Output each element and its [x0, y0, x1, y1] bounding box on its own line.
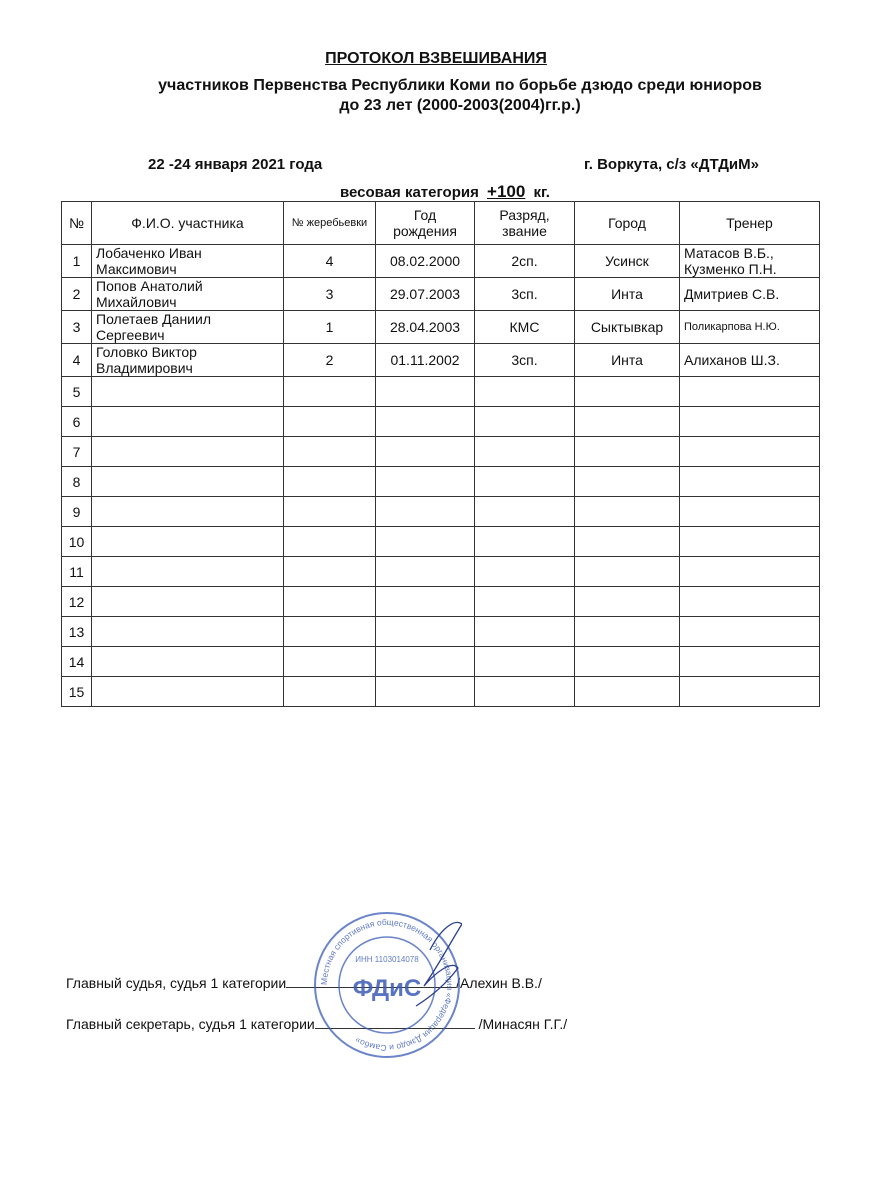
- table-row: [62, 278, 820, 311]
- stamp-ring-text: Местная спортивная общественная организация «Федерация Дзюдо и Самбо»: [318, 916, 456, 1054]
- table-row: [62, 587, 820, 617]
- cell-city: [575, 557, 680, 587]
- cell-city: [575, 587, 680, 617]
- column-header-draw: № жеребьевки: [284, 202, 376, 245]
- cell-rank: 2сп.: [475, 245, 575, 278]
- cell-coach: [680, 527, 820, 557]
- cell-city: [575, 617, 680, 647]
- cell-rank: 3сп.: [475, 278, 575, 311]
- cell-birth-date: [376, 527, 475, 557]
- stamp-center-text: ФДиС: [352, 975, 422, 1002]
- cell-birth-date: [376, 617, 475, 647]
- cell-draw-number: [284, 407, 376, 437]
- cell-city: [575, 437, 680, 467]
- judge-label: Главный судья, судья 1 категории: [66, 975, 287, 991]
- cell-city: Сыктывкар: [575, 311, 680, 344]
- table-row: [62, 527, 820, 557]
- cell-rank: [475, 467, 575, 497]
- cell-participant-name: [92, 527, 284, 557]
- cell-coach: [680, 587, 820, 617]
- cell-number: 2: [62, 278, 92, 311]
- cell-coach: [680, 557, 820, 587]
- cell-coach: Алиханов Ш.З.: [680, 344, 820, 377]
- weight-category-label: весовая категория: [340, 184, 479, 201]
- cell-city: [575, 647, 680, 677]
- cell-rank: [475, 677, 575, 707]
- cell-participant-name: [92, 557, 284, 587]
- cell-participant-name: [92, 437, 284, 467]
- cell-birth-date: [376, 437, 475, 467]
- organization-stamp: [312, 910, 462, 1060]
- column-header-birth-year: Год рождения: [376, 202, 475, 245]
- cell-draw-number: [284, 467, 376, 497]
- cell-number: 15: [62, 677, 92, 707]
- cell-participant-name: [92, 377, 284, 407]
- cell-rank: [475, 587, 575, 617]
- cell-rank: [475, 647, 575, 677]
- table-row: [62, 311, 820, 344]
- event-date: 22 -24 января 2021 года: [148, 156, 323, 173]
- cell-rank: КМС: [475, 311, 575, 344]
- column-header-number: №: [62, 202, 92, 245]
- cell-birth-date: [376, 677, 475, 707]
- cell-coach: [680, 467, 820, 497]
- cell-number: 8: [62, 467, 92, 497]
- table-row: [62, 344, 820, 377]
- cell-number: 6: [62, 407, 92, 437]
- cell-rank: 3сп.: [475, 344, 575, 377]
- cell-participant-name: [92, 677, 284, 707]
- table-row: [62, 377, 820, 407]
- cell-birth-date: [376, 647, 475, 677]
- cell-birth-date: 28.04.2003: [376, 311, 475, 344]
- cell-coach: [680, 407, 820, 437]
- cell-participant-name: Лобаченко Иван Максимович: [92, 245, 284, 278]
- cell-coach: [680, 377, 820, 407]
- weight-category-unit: кг.: [533, 184, 550, 201]
- table-row: [62, 677, 820, 707]
- weight-category: [340, 182, 550, 202]
- cell-rank: [475, 617, 575, 647]
- cell-participant-name: [92, 467, 284, 497]
- column-header-coach: Тренер: [680, 202, 820, 245]
- cell-draw-number: [284, 617, 376, 647]
- cell-participant-name: Головко Виктор Владимирович: [92, 344, 284, 377]
- cell-birth-date: [376, 467, 475, 497]
- cell-number: 3: [62, 311, 92, 344]
- column-header-name: Ф.И.О. участника: [92, 202, 284, 245]
- cell-number: 10: [62, 527, 92, 557]
- secretary-name: /Минасян Г.Г./: [478, 1016, 568, 1032]
- stamp-inn-text: ИНН 1103014078: [355, 955, 419, 964]
- cell-birth-date: 01.11.2002: [376, 344, 475, 377]
- cell-participant-name: [92, 587, 284, 617]
- cell-participant-name: Попов Анатолий Михайлович: [92, 278, 284, 311]
- cell-city: [575, 467, 680, 497]
- cell-participant-name: [92, 497, 284, 527]
- table-body: [62, 245, 820, 707]
- cell-coach: [680, 497, 820, 527]
- table-row: [62, 437, 820, 467]
- cell-coach: [680, 677, 820, 707]
- cell-city: [575, 377, 680, 407]
- cell-draw-number: [284, 677, 376, 707]
- secretary-label: Главный секретарь, судья 1 категории: [66, 1016, 315, 1032]
- cell-coach: [680, 617, 820, 647]
- cell-number: 11: [62, 557, 92, 587]
- event-place: г. Воркута, с/з «ДТДиМ»: [584, 156, 759, 173]
- cell-draw-number: [284, 557, 376, 587]
- cell-coach: Матасов В.Б., Кузменко П.Н.: [680, 245, 820, 278]
- table-row: [62, 245, 820, 278]
- cell-draw-number: 3: [284, 278, 376, 311]
- subtitle-line-1: участников Первенства Республики Коми по борьбе дзюдо среди юниоров: [158, 77, 762, 94]
- cell-birth-date: 08.02.2000: [376, 245, 475, 278]
- table-row: [62, 647, 820, 677]
- table-row: [62, 617, 820, 647]
- cell-participant-name: [92, 647, 284, 677]
- cell-coach: [680, 437, 820, 467]
- cell-number: 1: [62, 245, 92, 278]
- cell-birth-date: [376, 557, 475, 587]
- document-title: ПРОТОКОЛ ВЗВЕШИВАНИЯ: [325, 50, 547, 67]
- table-row: [62, 467, 820, 497]
- cell-number: 13: [62, 617, 92, 647]
- cell-rank: [475, 377, 575, 407]
- cell-birth-date: [376, 587, 475, 617]
- table-row: [62, 497, 820, 527]
- cell-coach: Дмитриев С.В.: [680, 278, 820, 311]
- cell-draw-number: 4: [284, 245, 376, 278]
- cell-draw-number: [284, 527, 376, 557]
- cell-city: Инта: [575, 278, 680, 311]
- cell-draw-number: 1: [284, 311, 376, 344]
- cell-draw-number: [284, 587, 376, 617]
- cell-birth-date: [376, 377, 475, 407]
- document-subtitle: [0, 76, 872, 116]
- cell-number: 4: [62, 344, 92, 377]
- cell-participant-name: Полетаев Даниил Сергеевич: [92, 311, 284, 344]
- cell-draw-number: [284, 647, 376, 677]
- cell-coach: Поликарпова Н.Ю.: [680, 311, 820, 344]
- cell-draw-number: [284, 377, 376, 407]
- cell-city: [575, 407, 680, 437]
- cell-city: [575, 677, 680, 707]
- cell-rank: [475, 497, 575, 527]
- cell-participant-name: [92, 407, 284, 437]
- judge-signature-line: [66, 975, 542, 991]
- cell-birth-date: [376, 407, 475, 437]
- cell-rank: [475, 527, 575, 557]
- table-row: [62, 557, 820, 587]
- cell-number: 14: [62, 647, 92, 677]
- cell-number: 9: [62, 497, 92, 527]
- column-header-rank: Разряд, звание: [475, 202, 575, 245]
- cell-number: 12: [62, 587, 92, 617]
- cell-number: 7: [62, 437, 92, 467]
- table-row: [62, 407, 820, 437]
- cell-city: [575, 497, 680, 527]
- cell-rank: [475, 557, 575, 587]
- weight-category-value: +100: [487, 182, 526, 201]
- cell-draw-number: [284, 497, 376, 527]
- weighing-table: [61, 201, 820, 707]
- cell-city: Инта: [575, 344, 680, 377]
- table-header-row: [62, 202, 820, 245]
- cell-rank: [475, 407, 575, 437]
- cell-city: [575, 527, 680, 557]
- cell-rank: [475, 437, 575, 467]
- cell-birth-date: 29.07.2003: [376, 278, 475, 311]
- cell-birth-date: [376, 497, 475, 527]
- cell-coach: [680, 647, 820, 677]
- cell-number: 5: [62, 377, 92, 407]
- subtitle-line-2: до 23 лет (2000-2003(2004)гг.р.): [339, 97, 581, 114]
- cell-draw-number: [284, 437, 376, 467]
- cell-city: Усинск: [575, 245, 680, 278]
- judge-name: /Алехин В.В./: [456, 975, 542, 991]
- cell-draw-number: 2: [284, 344, 376, 377]
- column-header-city: Город: [575, 202, 680, 245]
- cell-participant-name: [92, 617, 284, 647]
